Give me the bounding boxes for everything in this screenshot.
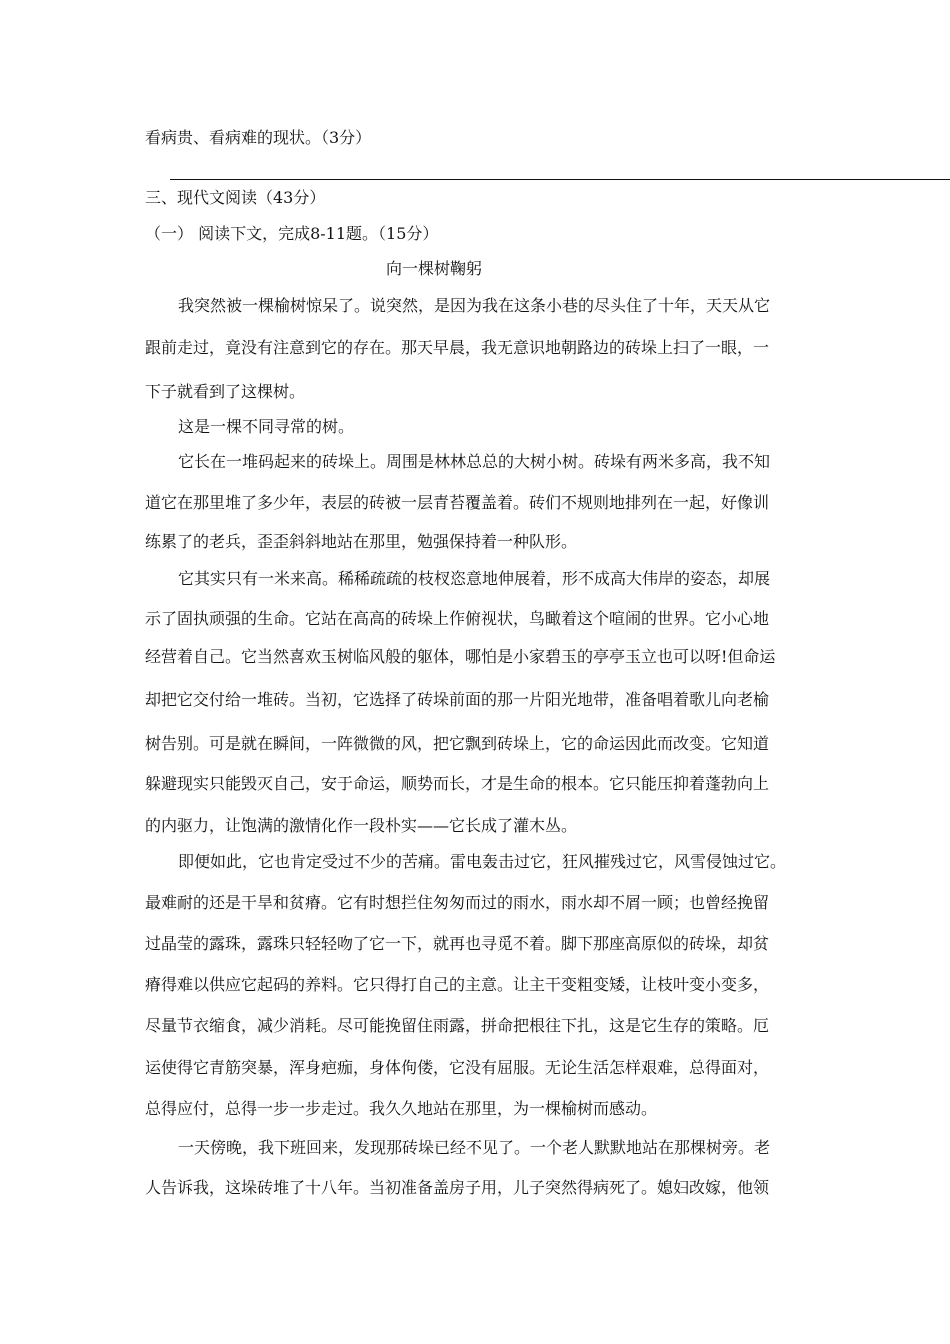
paragraph-line: 一天傍晚，我下班回来，发现那砖垛已经不见了。一个老人默默地站在那棵树旁。老 <box>178 1138 771 1157</box>
paragraph-line: 躲避现实只能毁灭自己，安于命运，顺势而长，才是生命的根本。它只能压抑着蓬勃向上 <box>145 774 770 793</box>
paragraph-line: 的内驱力，让饱满的激情化作一段朴实——它长成了灌木丛。 <box>145 816 578 835</box>
paragraph-line: 运使得它青筋突暴，浑身疤痂，身体佝偻，它没有屈服。无论生活怎样艰难，总得面对， <box>145 1058 770 1077</box>
answer-line <box>170 179 950 180</box>
section-heading: 三、现代文阅读（43分） <box>145 188 326 207</box>
paragraph-line: 却把它交付给一堆砖。当初，它选择了砖垛前面的那一片阳光地带，准备唱着歌儿向老榆 <box>145 690 770 709</box>
paragraph-line: 即便如此，它也肯定受过不少的苦痛。雷电轰击过它，狂风摧残过它，风雪侵蚀过它。 <box>178 852 787 871</box>
article-title: 向一棵树鞠躬 <box>386 259 483 278</box>
paragraph-line: 最难耐的还是干旱和贫瘠。它有时想拦住匆匆而过的雨水，雨水却不屑一顾；也曾经挽留 <box>145 893 770 912</box>
paragraph-line: 经营着自己。它当然喜欢玉树临风般的躯体，哪怕是小家碧玉的亭亭玉立也可以呀!但命运 <box>145 647 776 666</box>
paragraph-line: 它长在一堆码起来的砖垛上。周围是林林总总的大树小树。砖垛有两米多高，我不知 <box>178 452 771 471</box>
paragraph-line: 示了固执顽强的生命。它站在高高的砖垛上作俯视状，鸟瞰着这个喧闹的世界。它小心地 <box>145 609 770 628</box>
paragraph-line: 总得应付，总得一步一步走过。我久久地站在那里，为一棵榆树而感动。 <box>145 1099 658 1118</box>
subsection-heading: （一） 阅读下文，完成8-11题。（15分） <box>145 224 439 243</box>
paragraph-line: 我突然被一棵榆树惊呆了。说突然，是因为我在这条小巷的尽头住了十年，天天从它 <box>178 296 771 315</box>
paragraph-line: 练累了的老兵，歪歪斜斜地站在那里，勉强保持着一种队形。 <box>145 532 578 551</box>
paragraph-line: 跟前走过，竟没有注意到它的存在。那天早晨，我无意识地朝路边的砖垛上扫了一眼，一 <box>145 338 770 357</box>
paragraph-line: 树告别。可是就在瞬间，一阵微微的风，把它飘到砖垛上，它的命运因此而改变。它知道 <box>145 734 770 753</box>
paragraph-line: 它其实只有一米来高。稀稀疏疏的枝杈恣意地伸展着，形不成高大伟岸的姿态，却展 <box>178 569 771 588</box>
paragraph-line: 人告诉我，这垛砖堆了十八年。当初准备盖房子用，儿子突然得病死了。媳妇改嫁，他领 <box>145 1178 770 1197</box>
paragraph-line: 尽量节衣缩食，减少消耗。尽可能挽留住雨露，拼命把根往下扎，这是它生存的策略。厄 <box>145 1016 770 1035</box>
paragraph-line: 这是一棵不同寻常的树。 <box>178 417 355 436</box>
paragraph-line: 道它在那里堆了多少年，表层的砖被一层青苔覆盖着。砖们不规则地排列在一起，好像训 <box>145 493 770 512</box>
previous-question-tail: 看病贵、看病难的现状。（3分） <box>145 128 372 147</box>
paragraph-line: 过晶莹的露珠，露珠只轻轻吻了它一下，就再也寻觅不着。脚下那座高原似的砖垛，却贫 <box>145 934 770 953</box>
paragraph-line: 下子就看到了这棵树。 <box>145 382 306 401</box>
paragraph-line: 瘠得难以供应它起码的养料。它只得打自己的主意。让主干变粗变矮，让枝叶变小变多， <box>145 975 770 994</box>
